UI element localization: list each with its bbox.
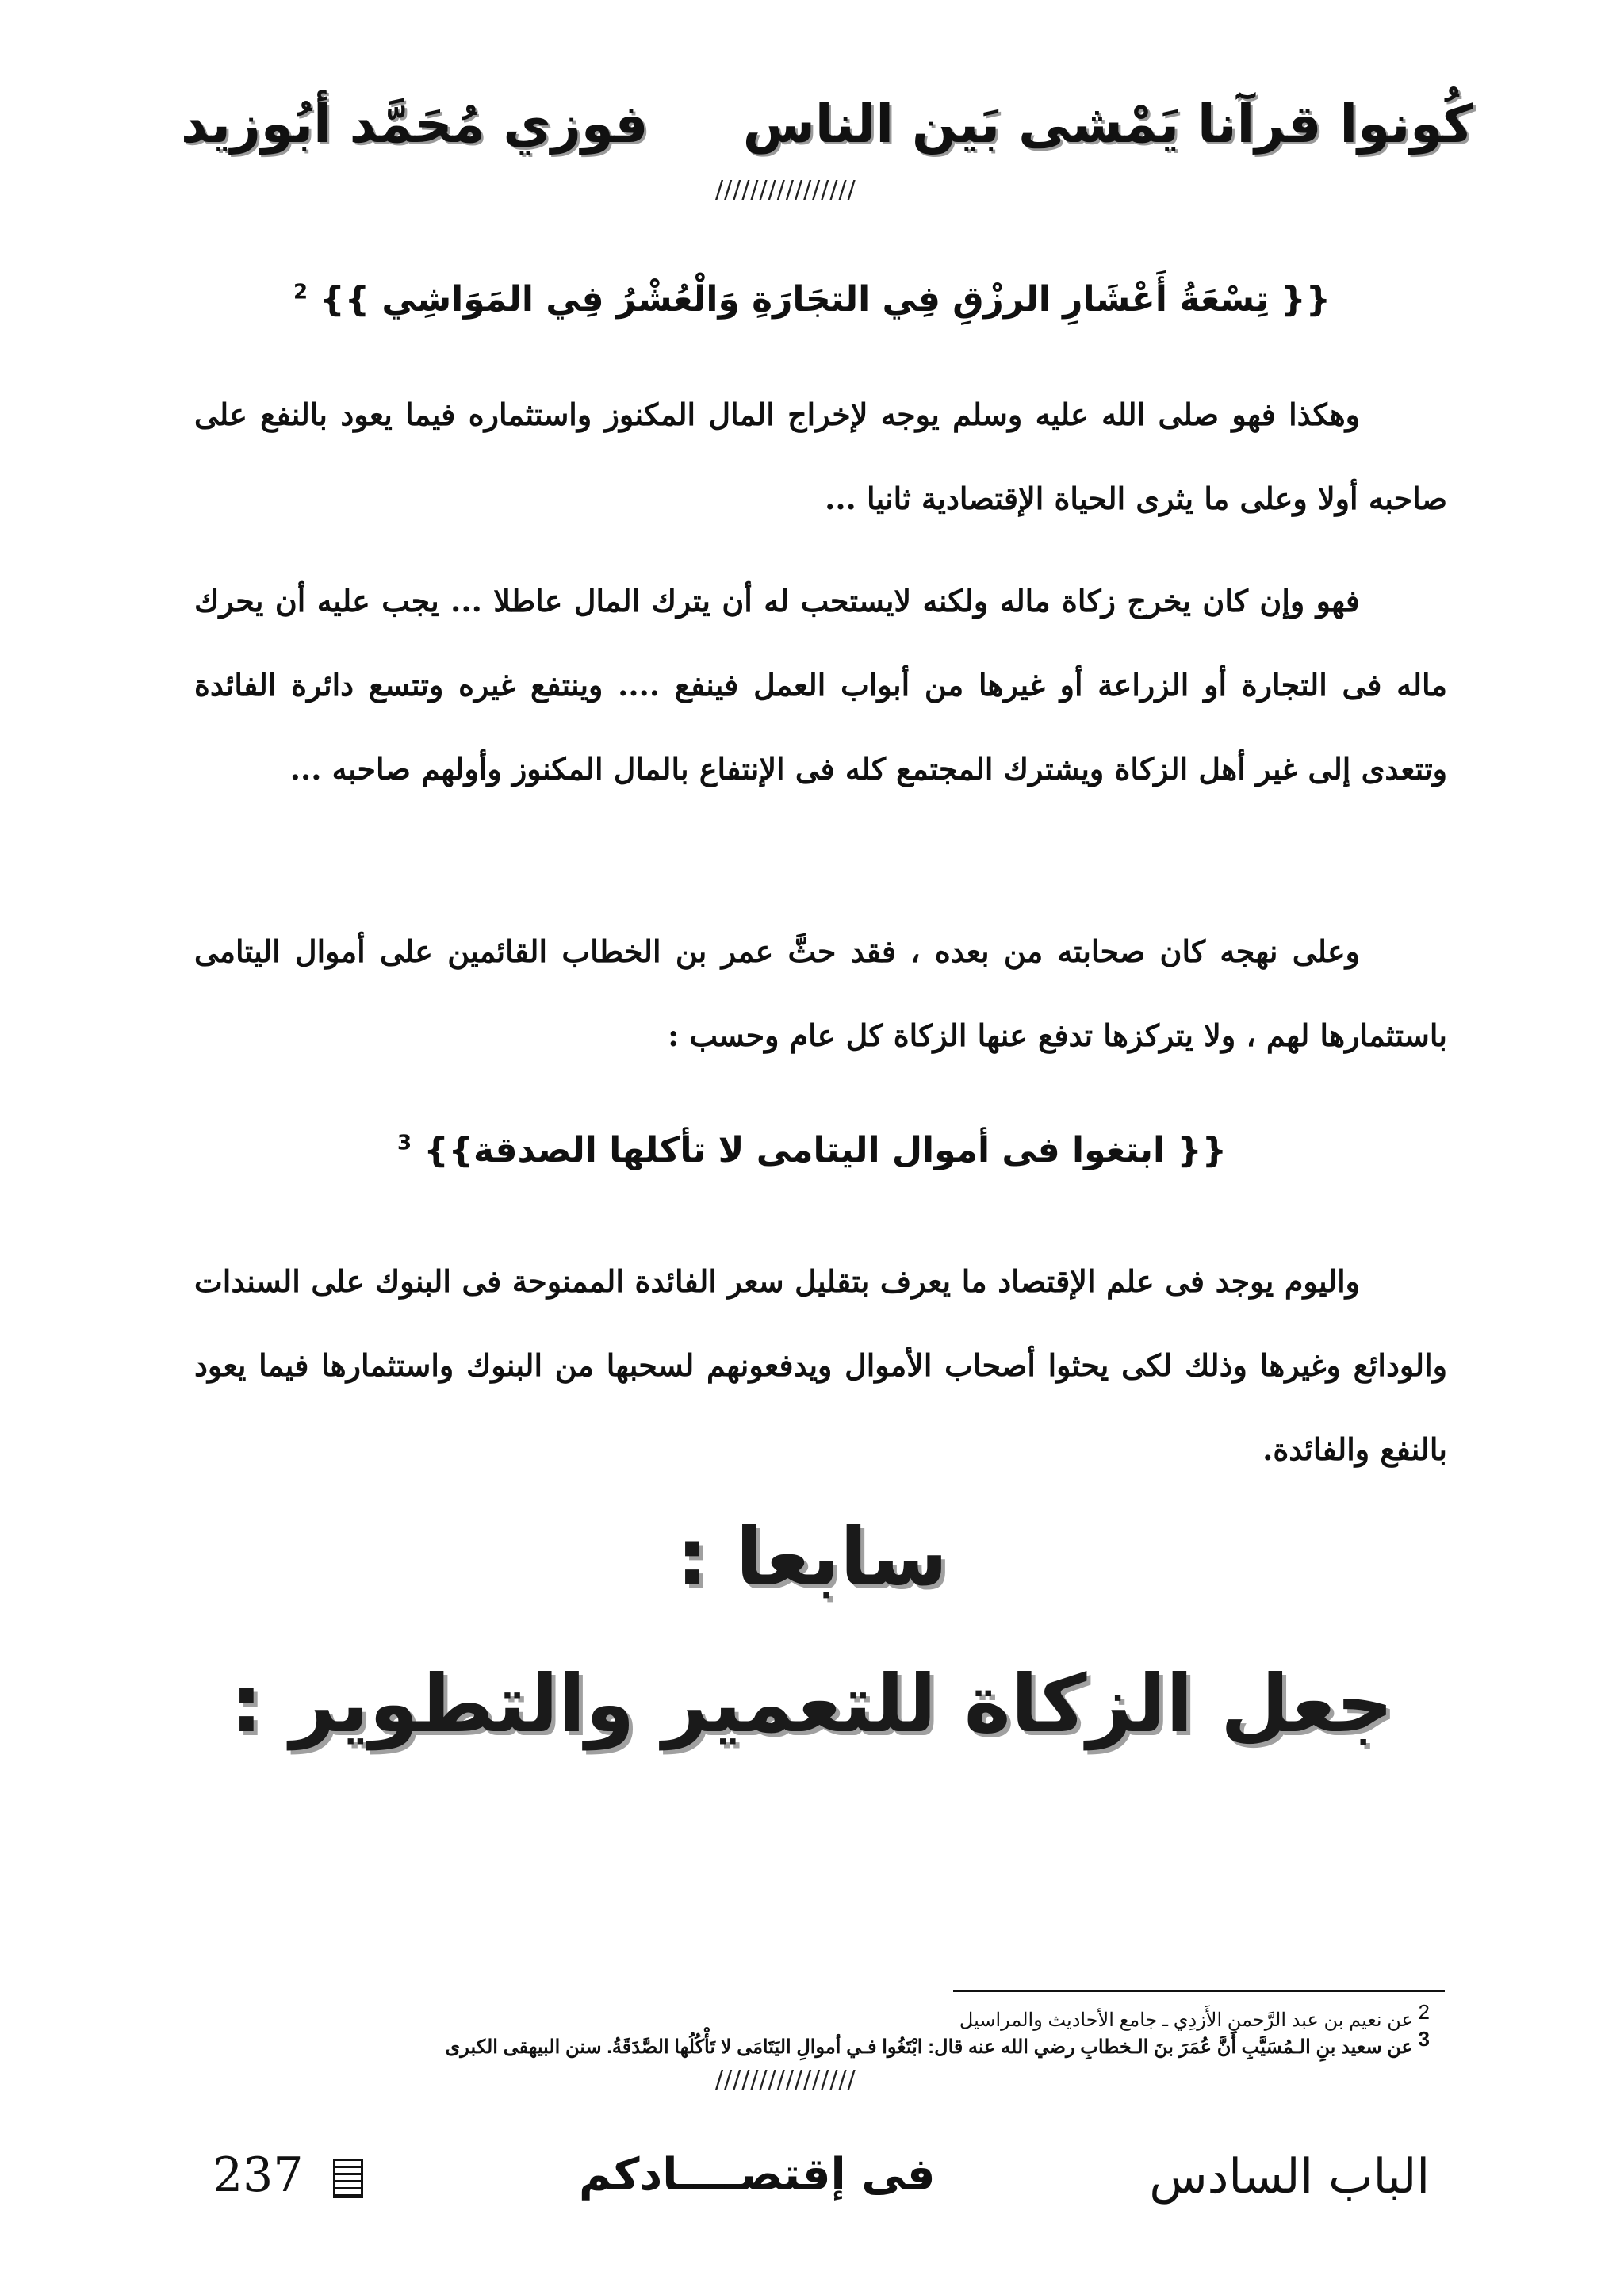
footnote-ref-3: 3 [396, 1131, 412, 1155]
footnote-ref-2: 2 [293, 280, 308, 305]
paragraph-2 [194, 559, 1447, 811]
paragraph-1 [194, 373, 1447, 541]
header-title: كُونوا قرآنا يَمْشى بَين الناس [742, 94, 1473, 155]
paragraph-1-text: وهكذا فهو صلى الله عليه وسلم يوجه لإخراج المال المكنوز واستثماره فيما يعود بالنفع على صاحبه أولا وعلى ما يثرى الحياة الإقتصادية ثانيا ... [194, 397, 1447, 516]
paragraph-4-text: واليوم يوجد فى علم الإقتصاد ما يعرف بتقليل سعر الفائدة الممنوحة فى البنوك على السندات والودائع وغيرها وذلك لكى يحثوا أصحاب الأموال ويدفعونهم لسحبها من البنوك واستثمارها فيما يعود بالنفع والفائدة. [194, 1263, 1447, 1467]
footnote-3-number: 3 [1418, 2027, 1430, 2051]
footnote-3-text: عن سعيد بنِ الـمُسَيَّبِ أَنَّ عُمَرَ بنَ الـخطابِ رضي الله عنه قال: ابْتَغُوا فـي أموالِ اليَتَامَى لا تَأْكُلُها الصَّدَقَةُ. سنن البيهقى الكبرى [445, 2036, 1413, 2058]
footer-book-title: فى إقتصــــادكم [579, 2149, 936, 2201]
footnote-divider [953, 1990, 1445, 1992]
footnote-separator: //////////////// [715, 2066, 856, 2094]
athar-quote-2-text: {{ ابتغوا فى أموال اليتامى لا تأكلها الصدقة}} [423, 1130, 1228, 1170]
hadith-quote-1-text: {{ تِسْعَةُ أَعْشَارِ الرزْقِ فِي التجَارَةِ وَالْعُشْرُ فِي المَوَاشِي }} [320, 279, 1331, 320]
hadith-quote-1 [0, 279, 1624, 320]
section-heading-title: جعل الزكاة للتعمير والتطوير : [230, 1657, 1394, 1750]
header-separator: //////////////// [715, 176, 856, 204]
paragraph-3-text: وعلى نهجه كان صحابته من بعده ، فقد حثَّ عمر بن الخطاب القائمين على أموال اليتامى باستثمارها لهم ، ولا يتركزها تدفع عنها الزكاة كل عام وحسب : [194, 933, 1447, 1053]
footnote-3 [445, 2027, 1430, 2059]
paragraph-2-text: فهو وإن كان يخرج زكاة ماله ولكنه لايستحب له أن يترك المال عاطلا ... يجب عليه أن يحرك ماله فى التجارة أو الزراعة أو غيرها من أبواب العمل فينفع .... وينتفع غيره وتتسع دائرة الفائدة وتتعدى إلى غير أهل الزكاة ويشترك المجتمع كله فى الإنتفاع بالمال المكنوز وأولهم صاحبه ... [194, 583, 1447, 787]
page-icon [333, 2159, 363, 2198]
section-heading-number: سابعا : [676, 1511, 948, 1603]
athar-quote-2 [0, 1130, 1624, 1170]
page-number: 237 [213, 2147, 304, 2203]
paragraph-3 [194, 910, 1447, 1078]
footer-chapter: الباب السادس [1149, 2149, 1430, 2205]
footnote-2-number: 2 [1418, 2000, 1430, 2024]
footnote-2-text: عن نعيم بن عبد الرَّحمنِ الأَزدِي ـ جامع الأحاديث والمراسيل [959, 2009, 1413, 2031]
paragraph-4 [194, 1239, 1447, 1492]
header-author: فوزي مُحَمَّد أبُوزيد [181, 94, 649, 155]
